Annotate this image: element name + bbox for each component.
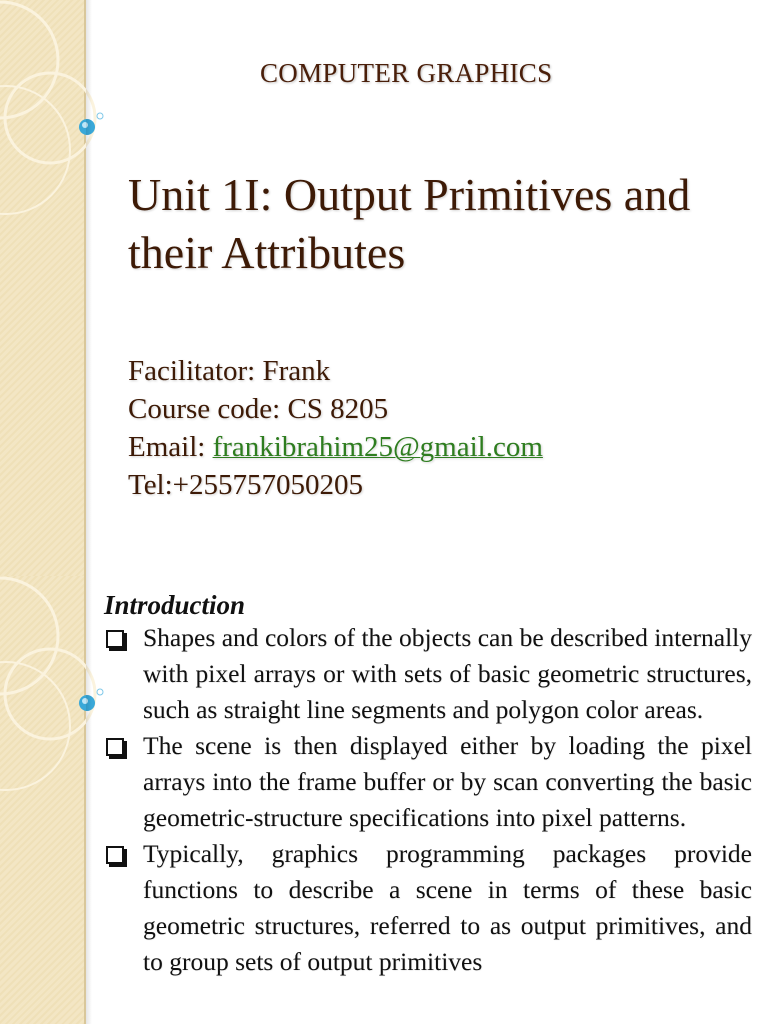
decorative-side-band [0,0,86,576]
decorative-side-band [0,576,86,1024]
tel-line: Tel:+255757050205 [128,469,364,501]
checkbox-bullet-icon [106,846,124,864]
bullet-text: Typically, graphics programming packages provide functions to describe a scene in terms of these basic geometric structures, referred to as output primitives, and to group sets of output primitives [143,839,752,976]
band-shadow [86,0,92,576]
bullet-item [104,836,752,980]
introduction-slide [0,576,768,1024]
unit-title: Unit 1I: Output Primitives and their Attributes [128,169,691,278]
facilitator-info [128,352,543,504]
band-shadow [86,576,92,1024]
checkbox-bullet-icon [106,630,124,648]
email-label: Email: [128,431,213,463]
bullet-item [104,728,752,836]
bullet-text: Shapes and colors of the objects can be described internally with pixel arrays or with sets of basic geometric structures, such as straight line segments and polygon color areas. [143,623,752,724]
bullet-text: The scene is then displayed either by loading the pixel arrays into the frame buffer or by scan converting the basic geometric-structure specifications into pixel patterns. [143,731,752,832]
email-line [128,428,543,466]
bullet-item [104,620,752,728]
checkbox-bullet-icon [106,738,124,756]
facilitator-line: Facilitator: Frank [128,355,331,387]
introduction-heading: Introduction [104,590,246,620]
course-code-line: Course code: CS 8205 [128,393,389,425]
course-title: COMPUTER GRAPHICS [260,58,553,88]
bullet-list [104,620,752,980]
email-link[interactable]: frankibrahim25@gmail.com [212,431,543,463]
